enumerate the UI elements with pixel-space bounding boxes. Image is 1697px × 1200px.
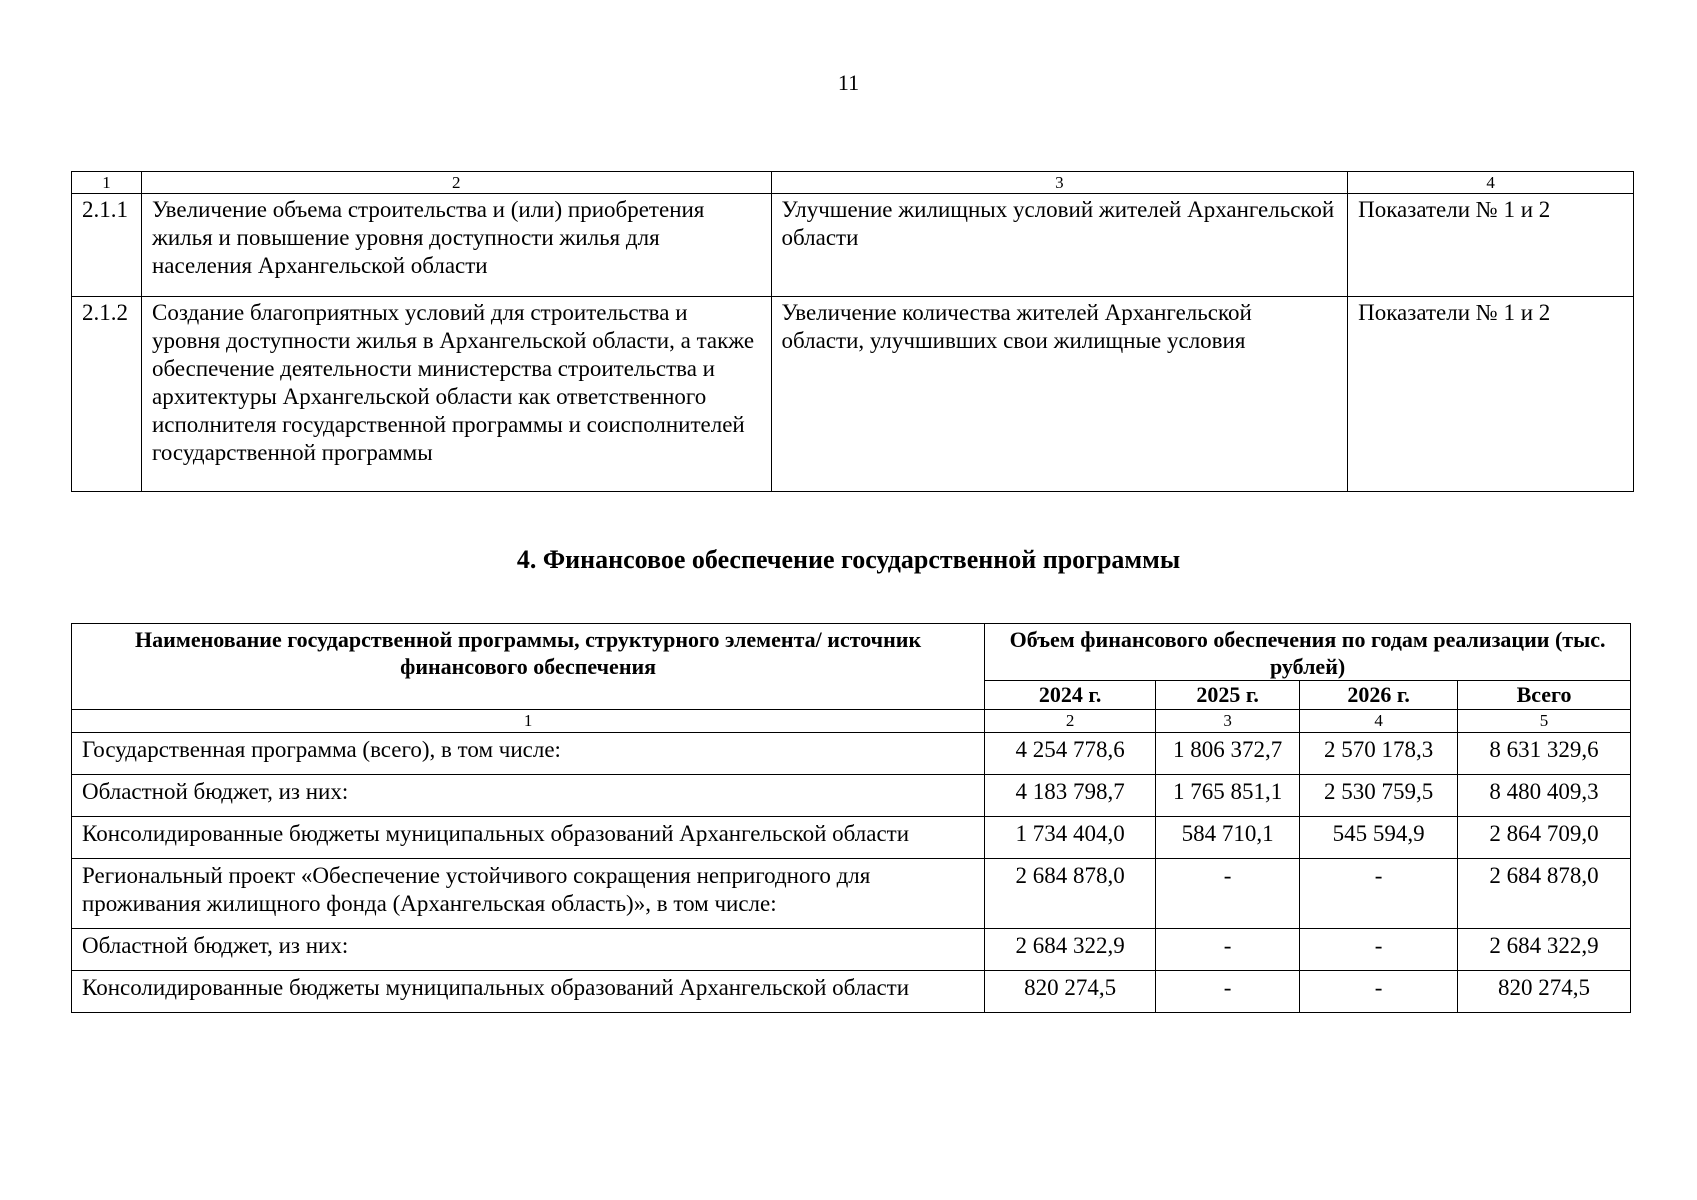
volume-column-header: Объем финансового обеспечения по годам реализации (тыс. рублей)	[985, 624, 1631, 681]
value-cell: 545 594,9	[1300, 817, 1458, 859]
value-cell: -	[1156, 859, 1300, 929]
task-description: Создание благоприятных условий для строительства и уровня доступности жилья в Архангельской области, а также обеспечение деятельности министерства строительства и архитектуры Архангельской области как ответственного исполнителя государственной программы и соисполнителей государственной программы	[141, 297, 771, 492]
value-cell: 4 254 778,6	[985, 733, 1156, 775]
value-cell: -	[1300, 971, 1458, 1013]
row-name: Областной бюджет, из них:	[72, 775, 985, 817]
task-number: 2.1.2	[72, 297, 142, 492]
table-header-row	[72, 624, 1631, 681]
table-row	[72, 194, 1634, 297]
table-row	[72, 971, 1631, 1013]
table-row	[72, 775, 1631, 817]
total-cell: 8 631 329,6	[1458, 733, 1631, 775]
row-name: Областной бюджет, из них:	[72, 929, 985, 971]
value-cell: 2 570 178,3	[1300, 733, 1458, 775]
column-number: 1	[72, 710, 985, 733]
task-indicator-link: Показатели № 1 и 2	[1348, 194, 1634, 297]
task-number: 2.1.1	[72, 194, 142, 297]
column-index-row	[72, 710, 1631, 733]
column-number: 4	[1348, 172, 1634, 194]
total-cell: 2 684 878,0	[1458, 859, 1631, 929]
column-number: 2	[141, 172, 771, 194]
column-number: 2	[985, 710, 1156, 733]
value-cell: 2 684 322,9	[985, 929, 1156, 971]
total-cell: 820 274,5	[1458, 971, 1631, 1013]
row-name: Государственная программа (всего), в том числе:	[72, 733, 985, 775]
column-number: 3	[771, 172, 1348, 194]
total-header: Всего	[1458, 681, 1631, 710]
total-cell: 2 864 709,0	[1458, 817, 1631, 859]
table-row	[72, 817, 1631, 859]
name-column-header: Наименование государственной программы, структурного элемента/ источник финансового обеспечения	[72, 624, 985, 710]
year-header: 2026 г.	[1300, 681, 1458, 710]
row-name: Консолидированные бюджеты муниципальных образований Архангельской области	[72, 817, 985, 859]
value-cell: 1 806 372,7	[1156, 733, 1300, 775]
table-row	[72, 733, 1631, 775]
task-indicator-link: Показатели № 1 и 2	[1348, 297, 1634, 492]
task-effect: Увеличение количества жителей Архангельской области, улучшивших свои жилищные условия	[771, 297, 1348, 492]
total-cell: 8 480 409,3	[1458, 775, 1631, 817]
column-number: 4	[1300, 710, 1458, 733]
total-cell: 2 684 322,9	[1458, 929, 1631, 971]
value-cell: 2 684 878,0	[985, 859, 1156, 929]
value-cell: -	[1156, 971, 1300, 1013]
value-cell: -	[1300, 859, 1458, 929]
financing-table	[71, 623, 1631, 1013]
table-row	[72, 297, 1634, 492]
value-cell: 820 274,5	[985, 971, 1156, 1013]
value-cell: 1 734 404,0	[985, 817, 1156, 859]
row-name: Консолидированные бюджеты муниципальных образований Архангельской области	[72, 971, 985, 1013]
year-header: 2024 г.	[985, 681, 1156, 710]
value-cell: -	[1156, 929, 1300, 971]
page-number: 11	[837, 70, 860, 95]
value-cell: 1 765 851,1	[1156, 775, 1300, 817]
table-row	[72, 859, 1631, 929]
year-header: 2025 г.	[1156, 681, 1300, 710]
table-row	[72, 929, 1631, 971]
column-number: 3	[1156, 710, 1300, 733]
value-cell: 584 710,1	[1156, 817, 1300, 859]
column-number: 5	[1458, 710, 1631, 733]
section-title: 4. Финансовое обеспечение государственной программы	[516, 545, 1181, 574]
tasks-table	[71, 171, 1634, 492]
value-cell: 2 530 759,5	[1300, 775, 1458, 817]
value-cell: -	[1300, 929, 1458, 971]
table-header-row	[72, 172, 1634, 194]
value-cell: 4 183 798,7	[985, 775, 1156, 817]
row-name: Региональный проект «Обеспечение устойчивого сокращения непригодного для проживания жилищного фонда (Архангельская область)», в том числе:	[72, 859, 985, 929]
task-effect: Улучшение жилищных условий жителей Архангельской области	[771, 194, 1348, 297]
task-description: Увеличение объема строительства и (или) приобретения жилья и повышение уровня доступности жилья для населения Архангельской области	[141, 194, 771, 297]
column-number: 1	[72, 172, 142, 194]
